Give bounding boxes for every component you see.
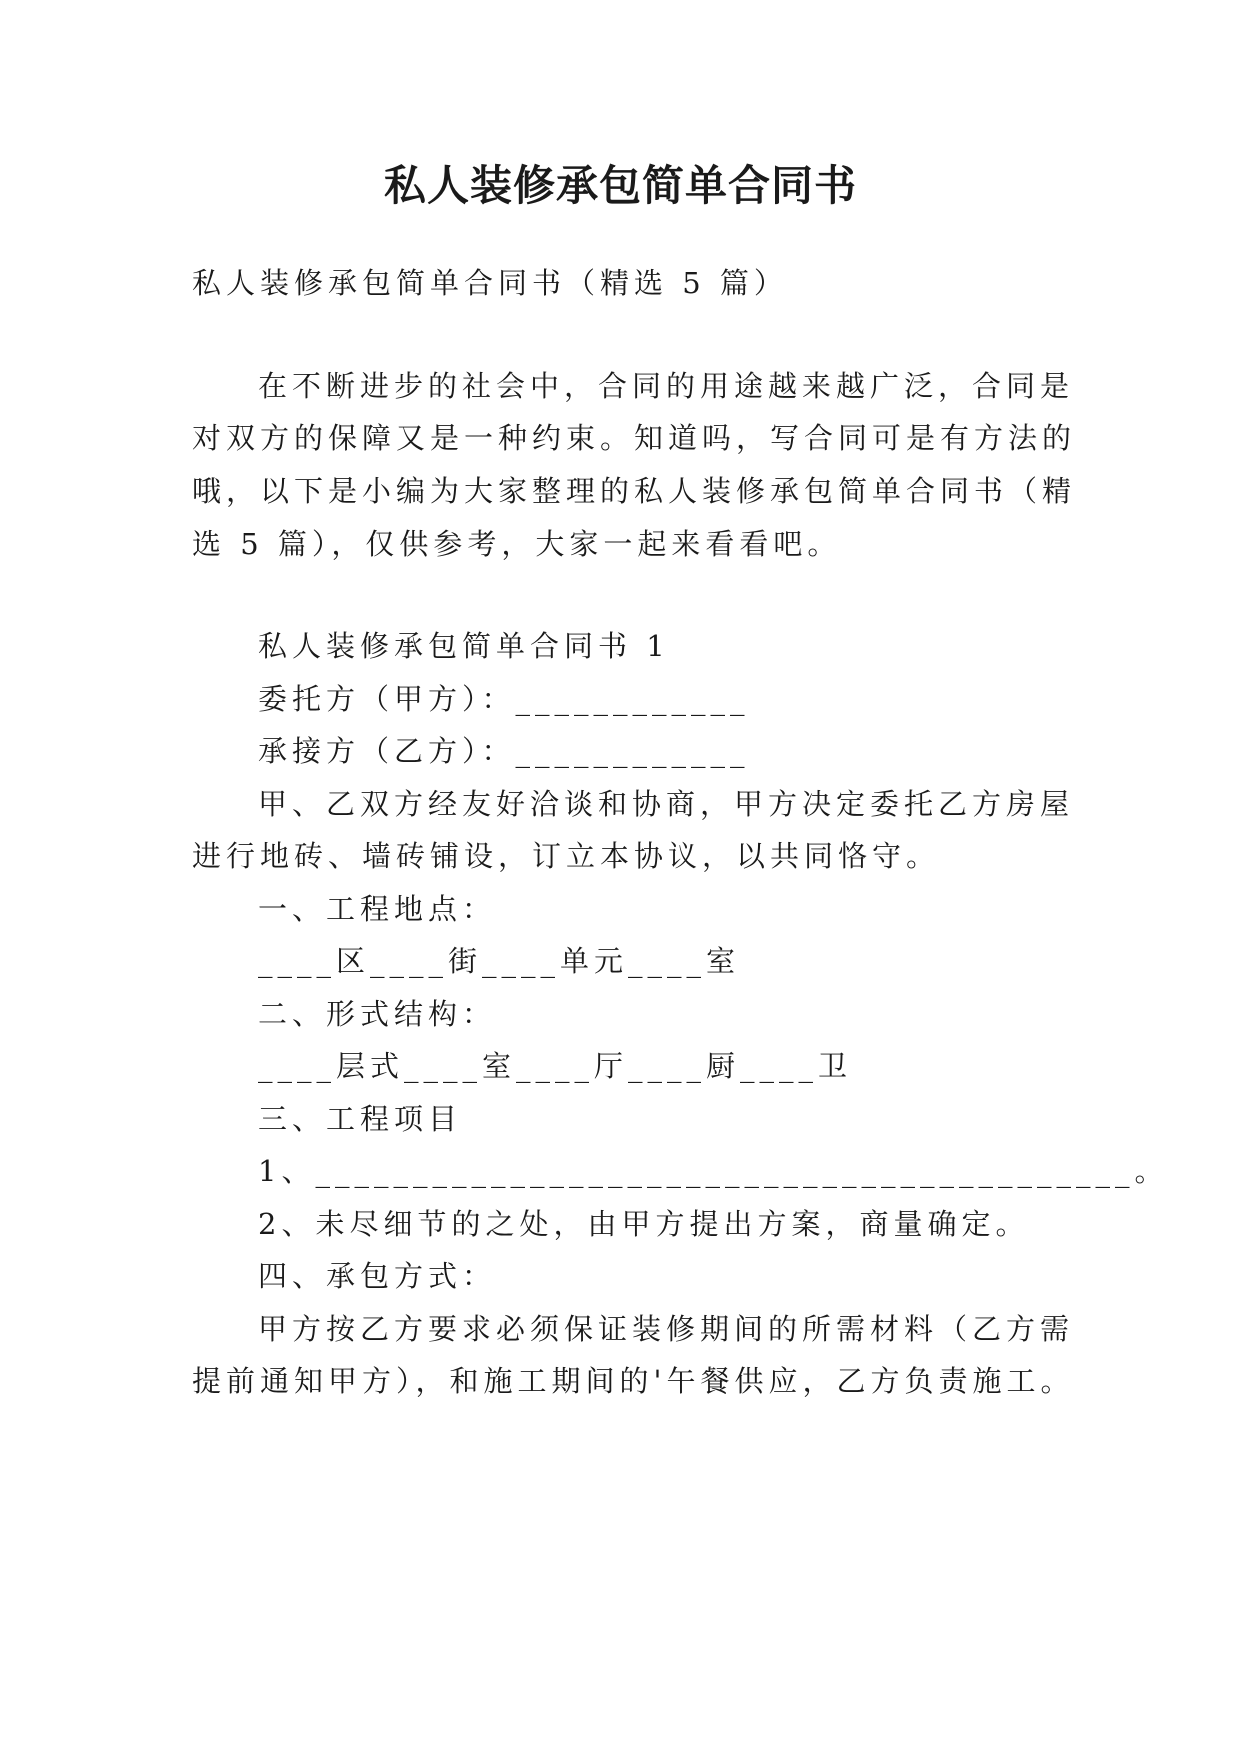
clause-3-heading: 三、工程项目	[258, 1102, 463, 1136]
clause-1-heading: 一、工程地点：	[258, 892, 497, 926]
agreement-line-1: 甲、乙双方经友好洽谈和协商，甲方决定委托乙方房屋	[258, 787, 1075, 821]
clause-2-heading: 二、形式结构：	[258, 997, 497, 1031]
intro-line-2: 对双方的保障又是一种约束。知道吗，写合同可是有方法的	[192, 421, 1077, 455]
document-subtitle: 私人装修承包简单合同书（精选 5 篇）	[192, 266, 788, 300]
party-b-line: 承接方（乙方）：____________	[258, 734, 750, 768]
clause-4-line-1: 甲方按乙方要求必须保证装修期间的所需材料（乙方需	[258, 1312, 1075, 1346]
clause-4-line-2: 提前通知甲方），和施工期间的'午餐供应，乙方负责施工。	[192, 1364, 1075, 1398]
clause-4-heading: 四、承包方式：	[258, 1259, 497, 1293]
intro-line-3: 哦，以下是小编为大家整理的私人装修承包简单合同书（精	[192, 474, 1077, 508]
clause-3-item-2: 2、未尽细节的之处，由甲方提出方案，商量确定。	[258, 1207, 1030, 1241]
party-a-line: 委托方（甲方）：____________	[258, 682, 750, 716]
intro-line-4: 选 5 篇），仅供参考，大家一起来看看吧。	[192, 527, 842, 561]
clause-1-value: ____区____街____单元____室	[258, 944, 741, 978]
document-title: 私人装修承包简单合同书	[383, 161, 857, 210]
clause-2-value: ____层式____室____厅____厨____卫	[258, 1049, 853, 1083]
intro-line-1: 在不断进步的社会中，合同的用途越来越广泛，合同是	[258, 369, 1075, 403]
clause-3-item-1: 1、__________________________________________。	[258, 1154, 1169, 1188]
section-title: 私人装修承包简单合同书 1	[258, 629, 670, 663]
agreement-line-2: 进行地砖、墙砖铺设，订立本协议，以共同恪守。	[192, 839, 941, 873]
